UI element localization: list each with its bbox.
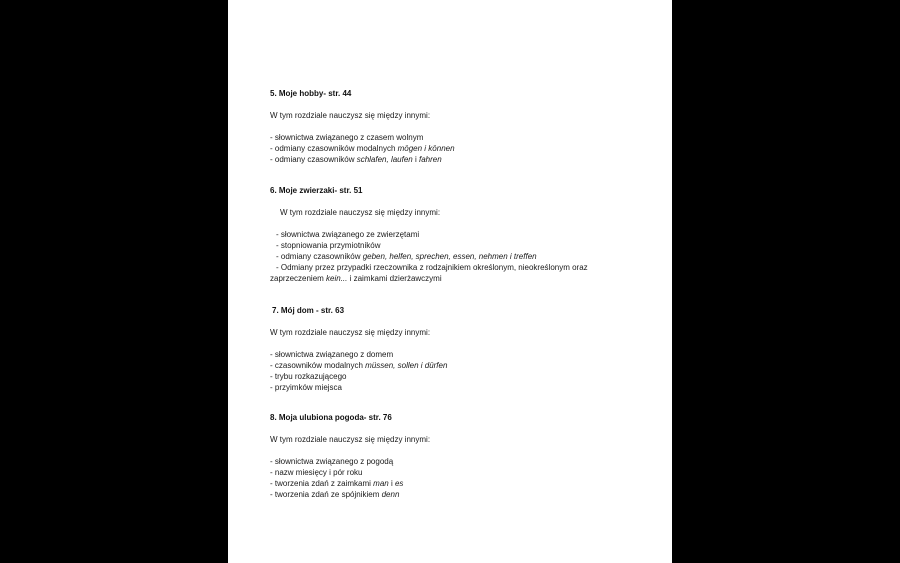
list-item-continuation: zaprzeczeniem kein... i zaimkami dzierżawczymi	[270, 274, 442, 283]
list-item: - słownictwa związanego ze zwierzętami	[276, 230, 420, 239]
section-6	[270, 185, 630, 284]
section-title: 6. Moje zwierzaki- str. 51	[270, 186, 363, 195]
section-title: 8. Moja ulubiona pogoda- str. 76	[270, 413, 392, 422]
list-item: - tworzenia zdań z zaimkami man i es	[270, 479, 404, 488]
list-item: - nazw miesięcy i pór roku	[270, 468, 363, 477]
section-7	[270, 305, 630, 393]
list-item: - trybu rozkazującego	[270, 372, 347, 381]
list-item: - odmiany czasowników schlafen, laufen i fahren	[270, 155, 442, 164]
section-8	[270, 412, 630, 500]
section-intro: W tym rozdziale nauczysz się między innymi:	[270, 111, 431, 120]
list-item: - tworzenia zdań ze spójnikiem denn	[270, 490, 400, 499]
section-intro: W tym rozdziale nauczysz się między innymi:	[270, 435, 431, 444]
list-item: - stopniowania przymiotników	[276, 241, 381, 250]
section-intro: W tym rozdziale nauczysz się między innymi:	[280, 208, 441, 217]
list-item: - słownictwa związanego z czasem wolnym	[270, 133, 424, 142]
list-item: - odmiany czasowników geben, helfen, sprechen, essen, nehmen i treffen	[276, 252, 537, 261]
list-item: - słownictwa związanego z domem	[270, 350, 394, 359]
list-item: - przyimków miejsca	[270, 383, 343, 392]
list-item: - słownictwa związanego z pogodą	[270, 457, 394, 466]
list-item: - Odmiany przez przypadki rzeczownika z rodzajnikiem określonym, nieokreślonym oraz	[276, 263, 588, 272]
document-page	[228, 0, 672, 563]
section-5	[270, 88, 630, 165]
section-title: 7. Mój dom - str. 63	[272, 306, 345, 315]
section-title: 5. Moje hobby- str. 44	[270, 89, 352, 98]
list-item: - czasowników modalnych müssen, sollen i dürfen	[270, 361, 448, 370]
list-item: - odmiany czasowników modalnych mögen i können	[270, 144, 455, 153]
section-intro: W tym rozdziale nauczysz się między innymi:	[270, 328, 431, 337]
